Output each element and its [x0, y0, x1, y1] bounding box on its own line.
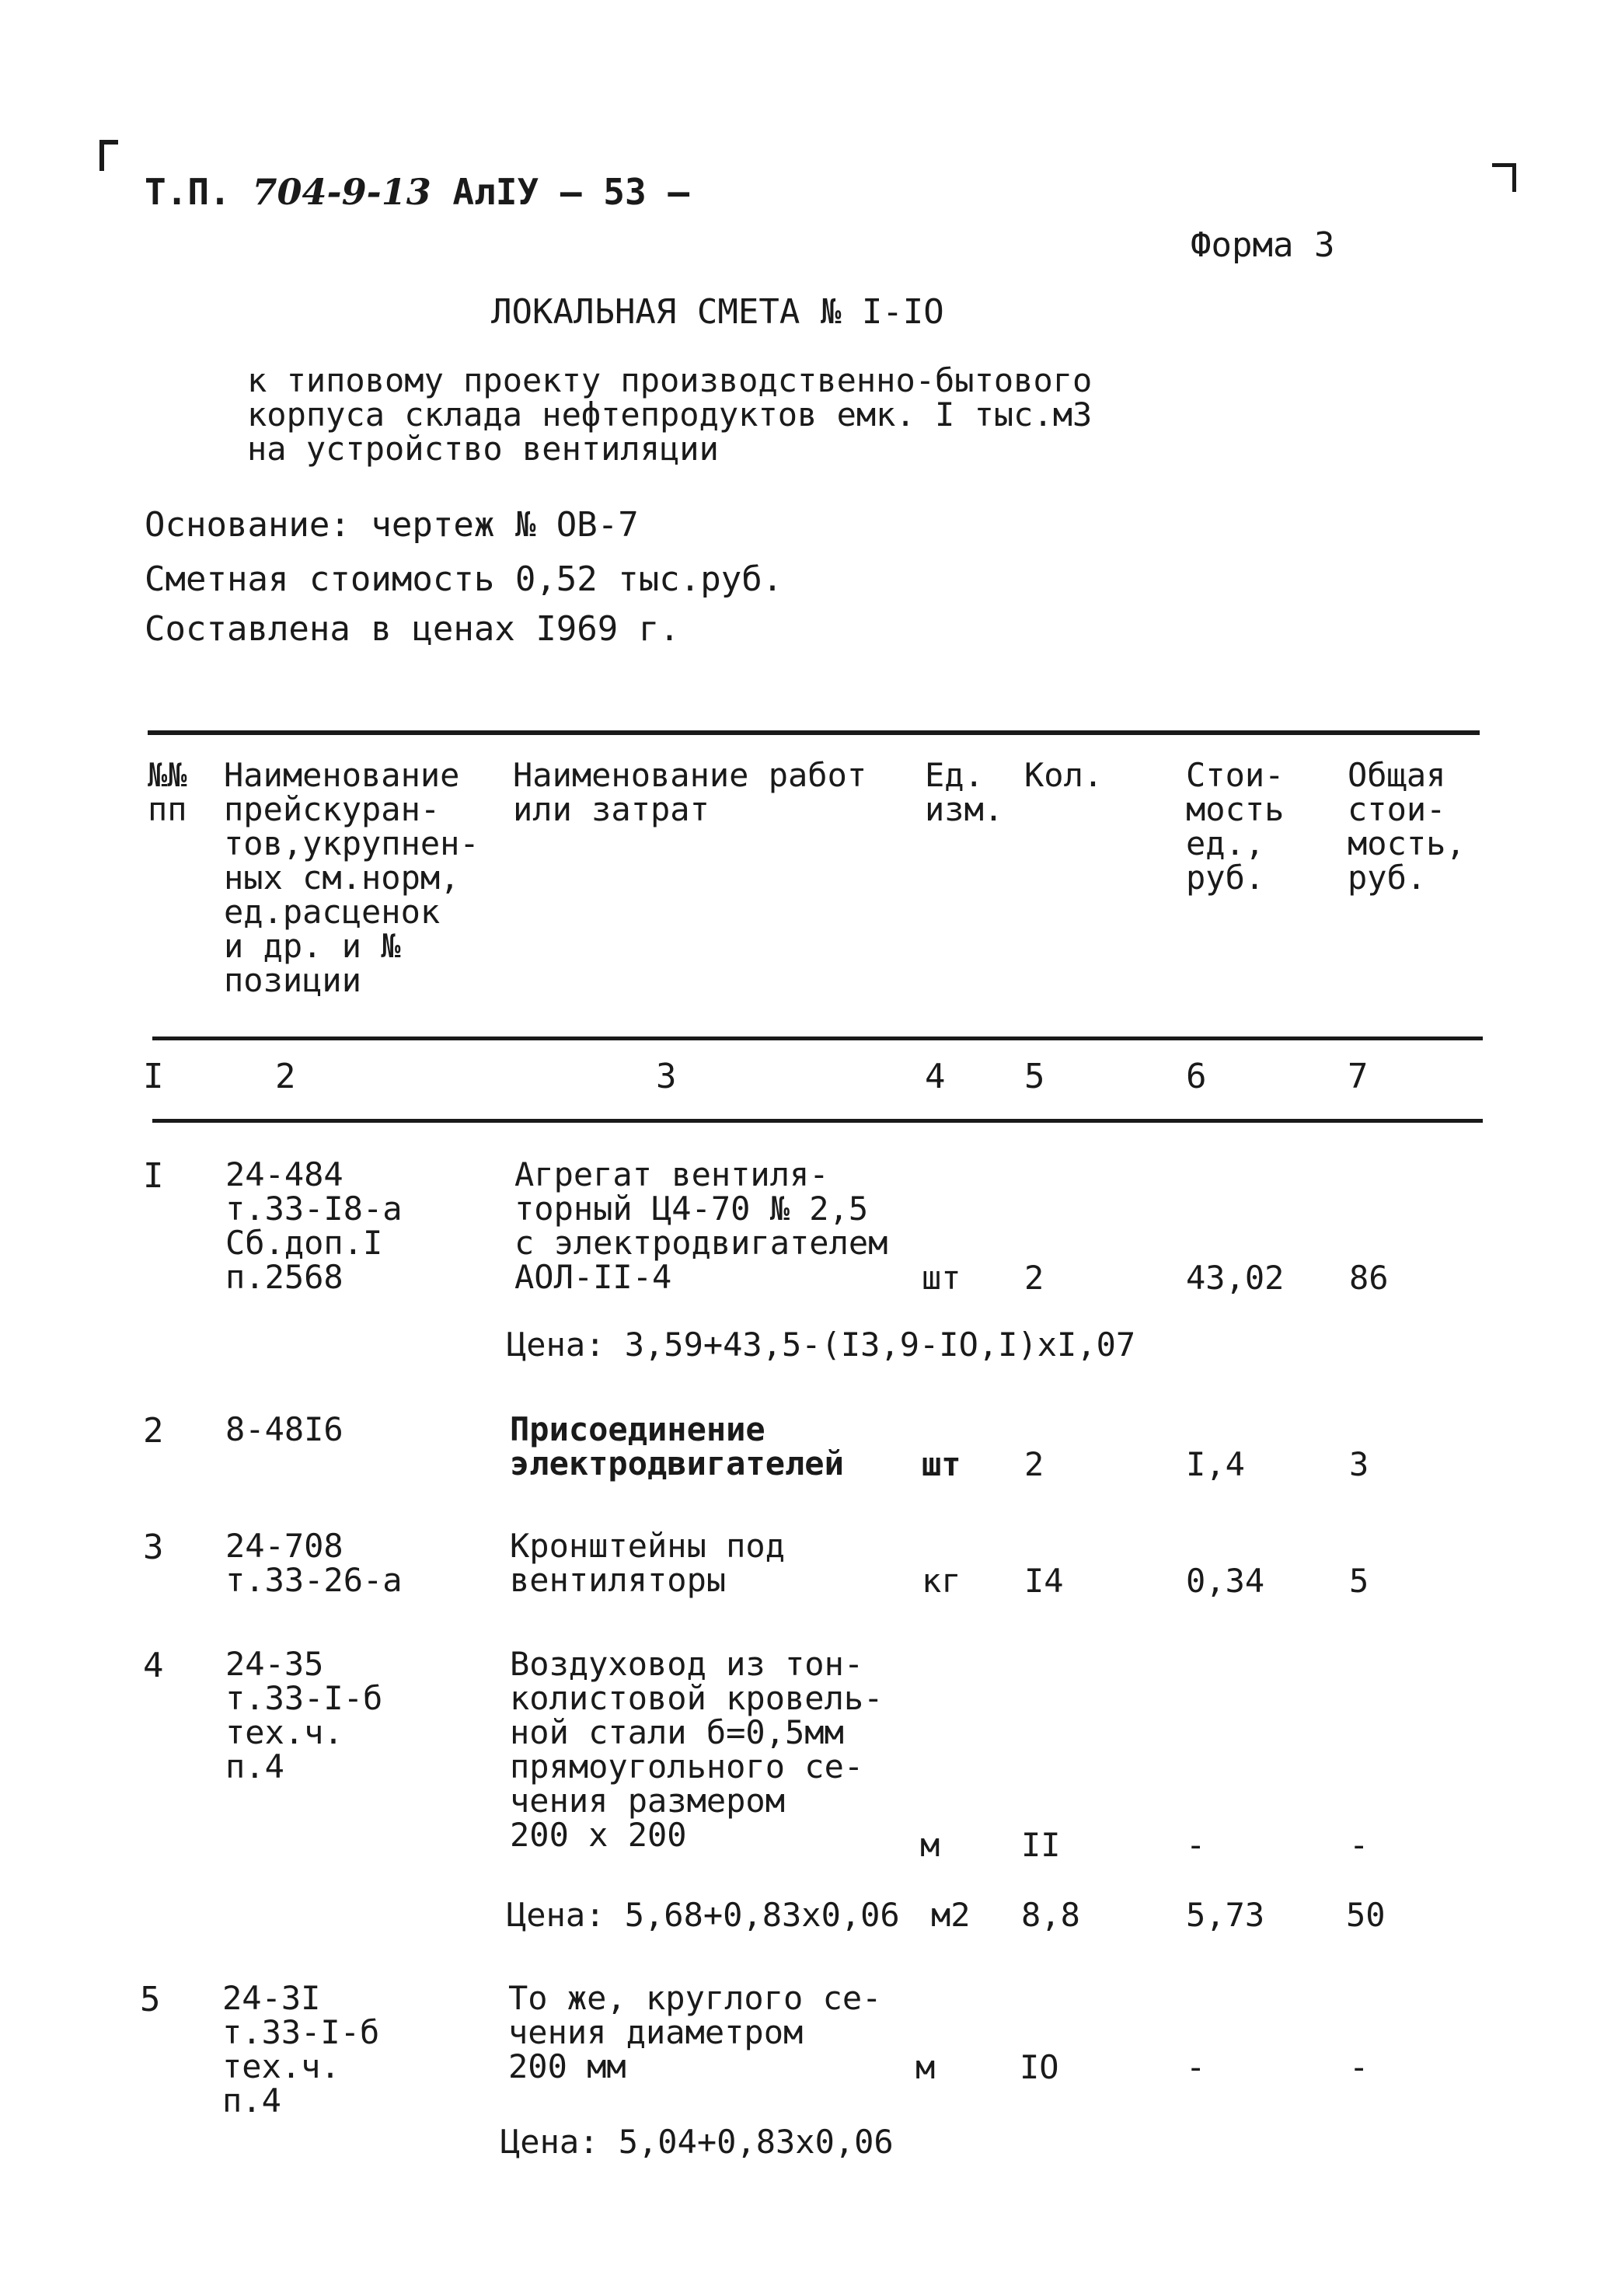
- col-number: 5: [1024, 1057, 1045, 1096]
- row-work-name: Агрегат вентиля- торный Ц4-70 № 2,5 с электродвигателем АОЛ-II-4: [514, 1155, 888, 1296]
- header-bottom-rule: [152, 1037, 1483, 1040]
- document-subtitle: к типовому проекту производственно-бытового корпуса склада нефтепродуктов емк. I тыс.м3 на устройство вентиляции: [247, 361, 1093, 468]
- header-col-unit-cost: Стои- мость ед., руб.: [1186, 756, 1285, 897]
- row-unit: м: [915, 2048, 936, 2086]
- col-number: 7: [1348, 1057, 1369, 1096]
- row-number: 2: [143, 1411, 164, 1451]
- code-number-handwritten: 704-9-13: [252, 171, 431, 213]
- row-unit: кг: [922, 1562, 961, 1600]
- row-total-cost: 3: [1349, 1445, 1369, 1483]
- row-unit-cost: -: [1186, 2048, 1206, 2086]
- row-quantity: II: [1021, 1826, 1061, 1864]
- row-unit-cost: 0,34: [1186, 1562, 1265, 1600]
- price-level-line: Составлена в ценах I969 г.: [145, 609, 680, 649]
- row-price-formula: Цена: 5,04+0,83x0,06: [500, 2123, 894, 2161]
- row-quantity: I4: [1024, 1562, 1064, 1600]
- row-number: 5: [140, 1980, 161, 2019]
- col-number: 6: [1186, 1057, 1207, 1096]
- row-formula-total-cost: 50: [1346, 1896, 1386, 1934]
- row-number: 4: [143, 1646, 164, 1685]
- row-unit: м: [920, 1826, 940, 1864]
- header-col-total-cost: Общая стои- мость, руб.: [1348, 756, 1466, 897]
- header-col-reference: Наименование прейскуран- тов,укрупнен- ных см.норм, ед.расценок и др. и № позиции: [224, 756, 479, 999]
- row-quantity: 2: [1024, 1445, 1044, 1483]
- corner-mark-top-left: [99, 140, 118, 171]
- row-work-name: Присоединение электродвигателей: [510, 1410, 844, 1482]
- row-quantity: IO: [1020, 2048, 1059, 2086]
- row-unit-cost: 43,02: [1186, 1259, 1285, 1297]
- row-price-formula: Цена: 5,68+0,83x0,06: [507, 1896, 900, 1934]
- row-reference: 24-484 т.33-I8-а Сб.доп.I п.2568: [225, 1155, 403, 1296]
- row-total-cost: 86: [1349, 1259, 1389, 1297]
- row-total-cost: -: [1349, 1826, 1369, 1864]
- header-col-quantity: Кол.: [1024, 756, 1104, 794]
- row-unit: шт: [922, 1445, 961, 1483]
- col-number: 4: [925, 1057, 946, 1096]
- header-col-work-name: Наименование работ или затрат: [513, 756, 867, 828]
- row-work-name: Кронштейны под вентиляторы: [510, 1527, 786, 1599]
- row-unit-cost: I,4: [1186, 1445, 1245, 1483]
- basis-line: Основание: чертеж № ОВ-7: [145, 505, 639, 545]
- form-label: Форма 3: [1191, 225, 1335, 265]
- row-work-name: То же, круглого се- чения диаметром 200 мм: [508, 1979, 882, 2085]
- col-number: 2: [275, 1057, 296, 1096]
- estimated-cost-line: Сметная стоимость 0,52 тыс.руб.: [145, 559, 783, 599]
- row-unit-cost: -: [1186, 1826, 1206, 1864]
- row-quantity: 2: [1024, 1259, 1044, 1297]
- row-formula-unit-cost: 5,73: [1186, 1896, 1265, 1934]
- row-reference: 24-35 т.33-I-б тех.ч. п.4: [225, 1645, 383, 1786]
- code-prefix: Т.П.: [145, 171, 231, 213]
- row-work-name: Воздуховод из тон- колистовой кровель- ной стали б=0,5мм прямоугольного се- чения размером 200 х 200: [510, 1645, 884, 1854]
- corner-mark-top-right: [1492, 163, 1516, 192]
- table-top-rule: [148, 730, 1480, 735]
- col-number: 3: [656, 1057, 677, 1096]
- row-reference: 24-708 т.33-26-а: [225, 1527, 403, 1599]
- row-number: I: [143, 1156, 164, 1196]
- column-number-rule: [152, 1119, 1483, 1123]
- document-code: [145, 172, 689, 211]
- header-col-num: №№ пп: [148, 756, 187, 828]
- header-col-unit: Ед. изм.: [925, 756, 1004, 828]
- document-title: ЛОКАЛЬНАЯ СМЕТА № I-IO: [491, 292, 944, 332]
- row-formula-quantity: 8,8: [1021, 1896, 1080, 1934]
- row-unit: шт: [922, 1259, 961, 1297]
- row-number: 3: [143, 1528, 164, 1567]
- row-reference: 8-48I6: [225, 1410, 343, 1448]
- code-suffix: АлIУ — 53 —: [452, 171, 690, 213]
- row-price-formula: Цена: 3,59+43,5-(I3,9-IO,I)xI,07: [507, 1326, 1136, 1364]
- row-formula-unit: м2: [931, 1896, 971, 1934]
- row-total-cost: -: [1349, 2048, 1369, 2086]
- col-number: I: [143, 1057, 164, 1096]
- row-total-cost: 5: [1349, 1562, 1369, 1600]
- row-reference: 24-3I т.33-I-б тех.ч. п.4: [222, 1979, 380, 2120]
